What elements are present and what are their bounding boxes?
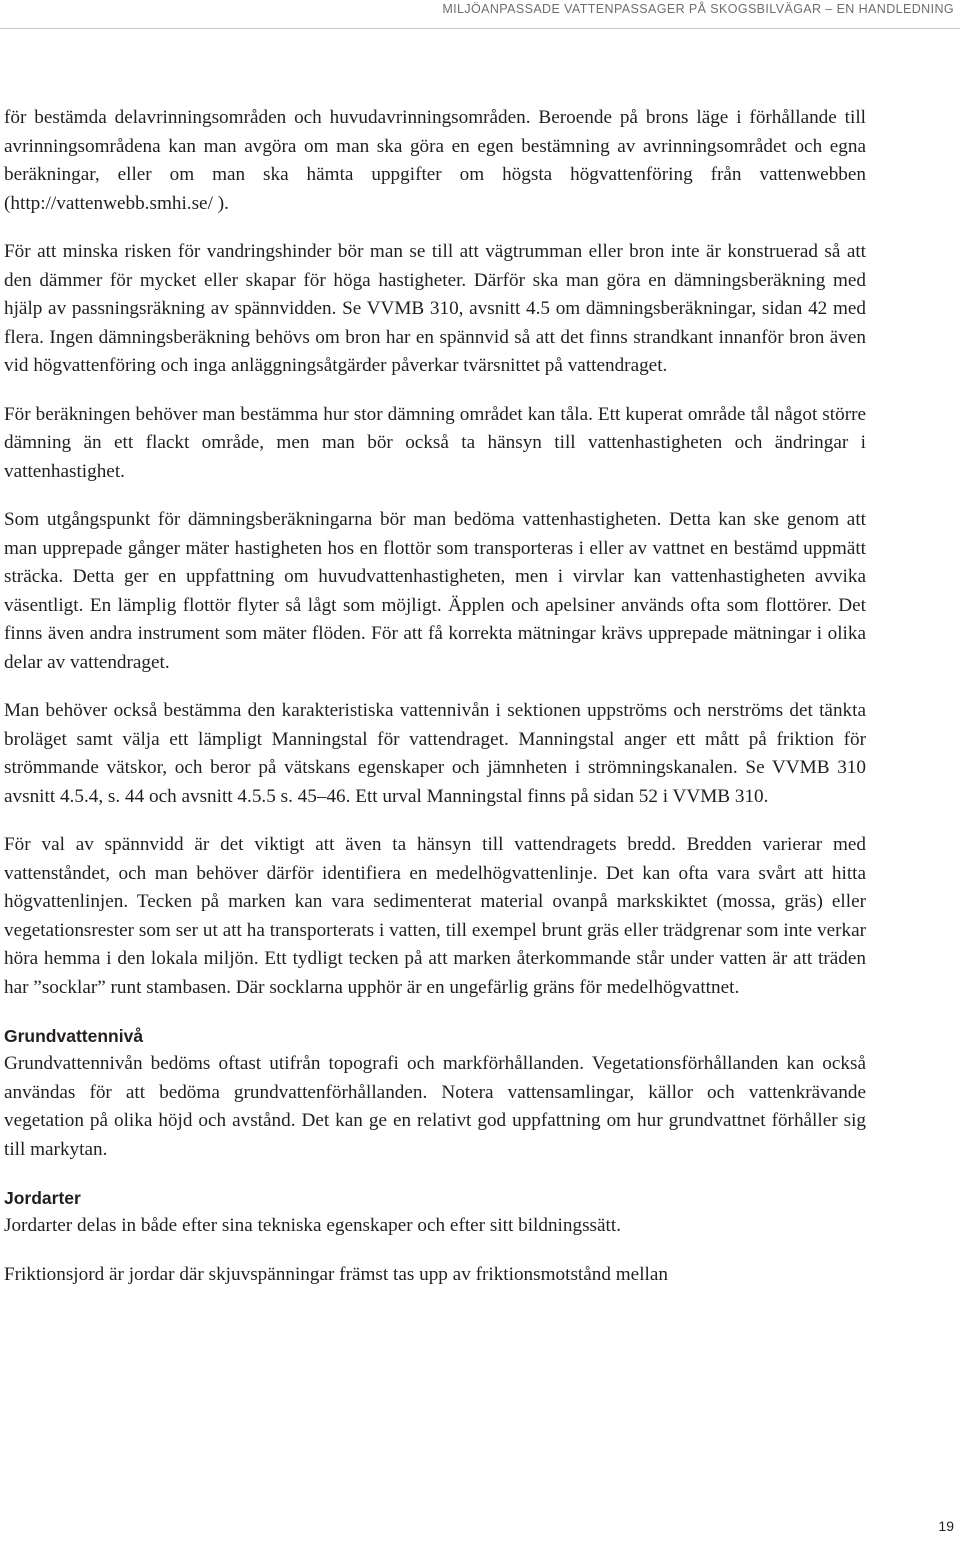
paragraph-friktionsjord: Friktionsjord är jordar där skjuvspänningar främst tas upp av friktionsmotstånd mellan — [4, 1263, 668, 1285]
paragraph-grundvattenniva: Grundvattennivån bedöms oftast utifrån topografi och markförhållanden. Vegetationsförhållanden kan också användas för att bedöma grundvattenförhållanden. Notera vattensamlingar, källor och vattenkrävande vegetation på olika höjd och avstånd. Det kan ge en relativt god uppfattning om hur grundvattnet förhåller sig till markytan. — [4, 1053, 866, 1160]
header-divider — [0, 28, 960, 29]
page-number: 19 — [938, 1518, 954, 1534]
paragraph-vandringshinder: För att minska risken för vandringshinder bör man se till att vägtrumman eller bron inte är konstruerad så att den dämmer för mycket eller skapar för höga hastigheter. Därför ska man göra en dämningsberäkning med hjälp av passningsräkning av spännvidden. Se VVMB 310, avsnitt 4.5 om dämningsberäkningar, sidan 42 med flera. Ingen dämningsberäkning behövs om bron har en spännvid så att det finns strandkant innanför bron även vid högvattenföring och inga anläggningsåtgärder påverkar tvärsnittet på vattendraget. — [4, 241, 866, 376]
paragraph-damning: För beräkningen behöver man bestämma hur stor dämning området kan tåla. Ett kuperat område tål något större dämning än ett flackt område, men man bör också ta hänsyn till vattenhastigheten och ändringar i vattenhastighet. — [4, 403, 866, 482]
page-body — [4, 104, 866, 1289]
paragraph-manningstal: Man behöver också bestämma den karakteristiska vattennivån i sektionen uppströms och nerströms det tänkta broläget samt välja ett lämpligt Manningstal för vattendraget. Manningstal anger ett mått på friktion för strömmande vätskor, och beror på vätskans egenskaper och jämnheten i strömningskanalen. Se VVMB 310 avsnitt 4.5.4, s. 44 och avsnitt 4.5.5 s. 45–46. Ett urval Manningstal finns på sidan 52 i VVMB 310. — [4, 700, 866, 807]
heading-jordarter: Jordarter — [4, 1188, 81, 1208]
running-header: MILJÖANPASSADE VATTENPASSAGER PÅ SKOGSBILVÄGAR – EN HANDLEDNING — [442, 2, 954, 16]
paragraph-vattenhastighet: Som utgångspunkt för dämningsberäkningarna bör man bedöma vattenhastigheten. Detta kan ske genom att man upprepade gånger mäter hastigheten hos en flottör som transporteras i eller av vattnet en bestämd uppmätt sträcka. Detta ger en uppfattning om huvudvattenhastigheten, men i virvlar kan vattenhastigheten avvika väsentligt. En lämplig flottör flyter så lågt som möjligt. Äpplen och apelsiner används ofta som flottörer. Det finns även andra instrument som mäter flöden. För att få korrekta mätningar krävs upprepade mätningar i olika delar av vattendraget. — [4, 509, 866, 673]
paragraph-spannvidd: För val av spännvidd är det viktigt att även ta hänsyn till vattendragets bredd. Bredden varierar med vattenståndet, och man behöver därför identifiera en medelhögvattenlinje. Det kan ofta vara svårt att hitta högvattenlinjen. Tecken på marken kan vara sedimenterat material ovanpå markskiktet (mossa, gräs) eller vegetationsrester som ser ut att ha transporterats i vatten, till exempel brunt gräs eller trädgrenar som inte verkar höra hemma i den lokala miljön. Ett tydligt tecken på att marken återkommande står under vatten är att träden har ”socklar” runt stambasen. Där socklarna upphör är en ungefärlig gräns för medelhögvattnet. — [4, 834, 866, 998]
heading-grundvattenniva: Grundvattennivå — [4, 1026, 144, 1046]
paragraph-jordarter: Jordarter delas in både efter sina tekniska egenskaper och efter sitt bildningssätt. — [4, 1215, 621, 1236]
paragraph-delavrinning: för bestämda delavrinningsområden och huvudavrinningsområden. Beroende på brons läge i förhållande till avrinningsområdena kan man avgöra om man ska göra en egen bestämning av avrinningsområdet och egna beräkningar, eller om man ska hämta uppgifter om högsta högvattenföring från vattenwebben (http://vattenwebb.smhi.se/ ). — [4, 107, 866, 214]
